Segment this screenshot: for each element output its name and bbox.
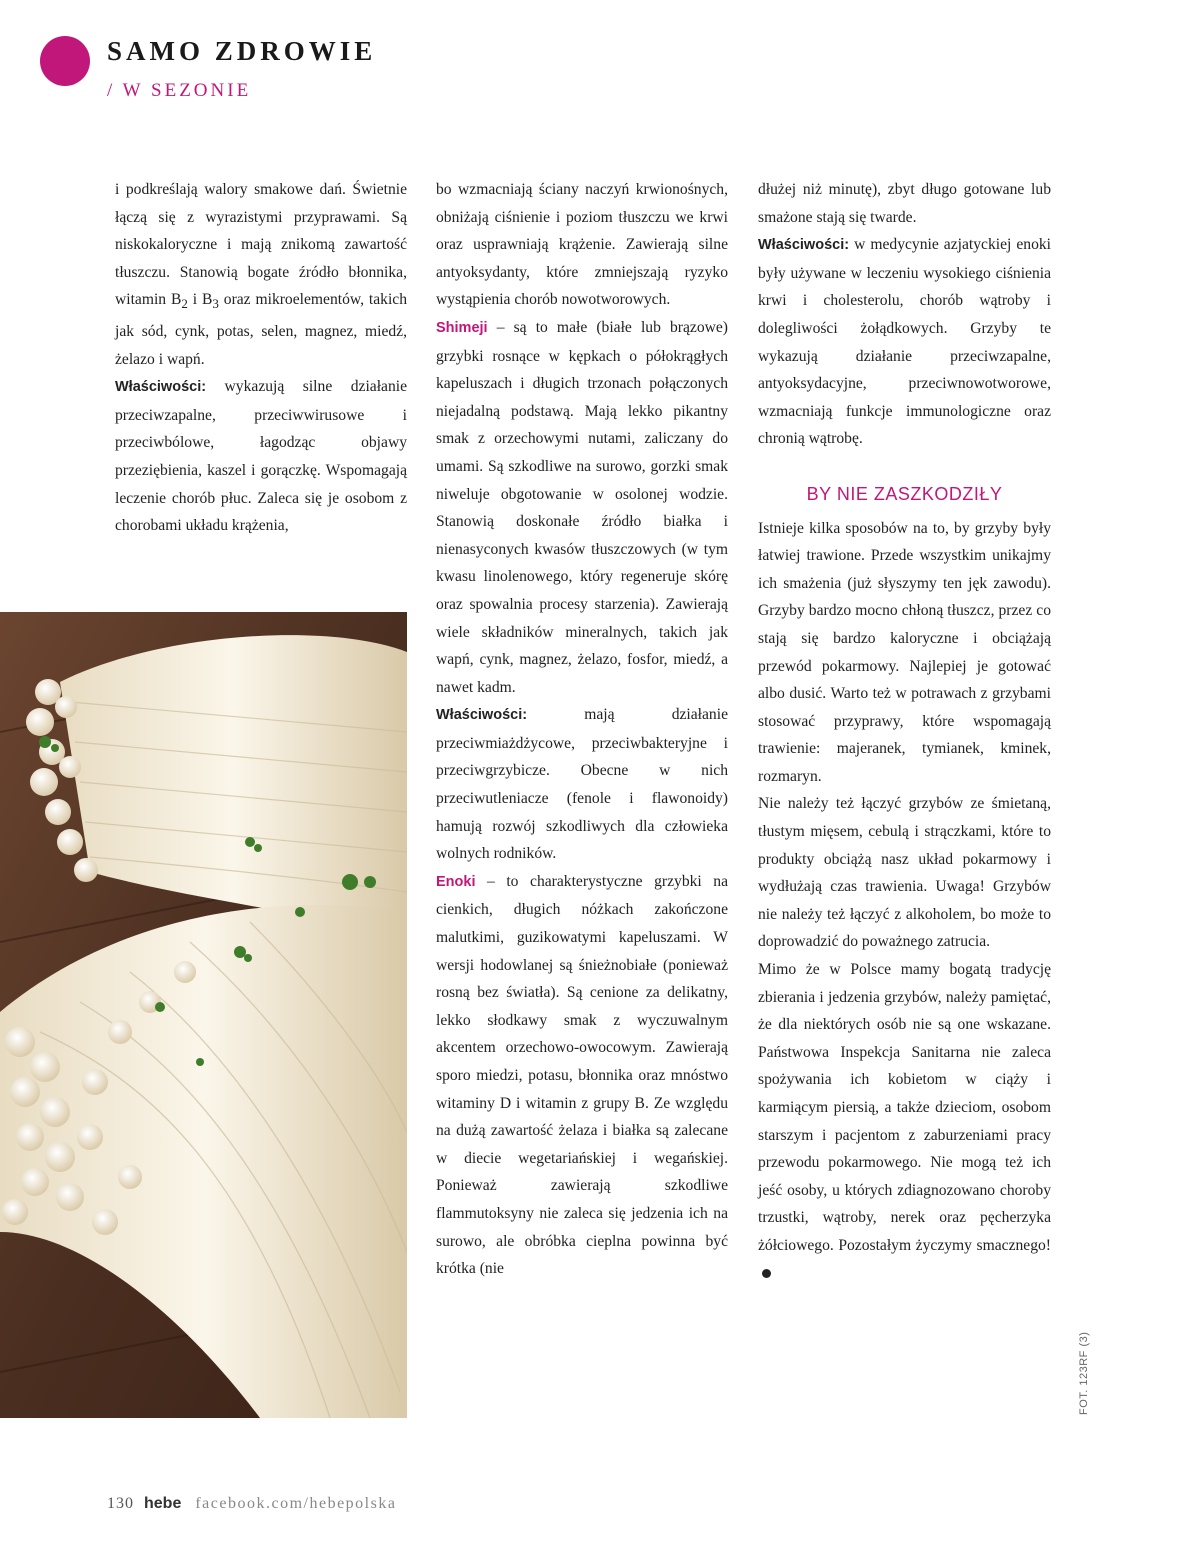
article-column-3 [758,176,1051,1287]
paragraph-lead: Właściwości: [115,379,207,396]
paragraph-lead: Właściwości: [758,237,850,254]
paragraph: Istnieje kilka sposobów na to, by grzyby były łatwiej trawione. Przede wszystkim unikajmy ich smażenia (już słyszymy ten jęk zawodu). Grzyby bardzo mocno chłoną tłuszcz, przez co stają się bardzo kaloryczne i obciążają przewód pokarmowy. Najlepiej je gotować albo dusić. Warto też w potrawach z grzybami stosować przyprawy, które wspomagają trawienie: majeranek, tymianek, kminek, rozmaryn. [758,519,1051,785]
mushroom-name-shimeji: Shimeji [436,319,488,336]
paragraph [115,176,407,373]
subscript: 3 [212,296,219,312]
paragraph-lead: Właściwości: [436,707,528,724]
article-column-2 [436,176,728,1283]
paragraph-text: i podkreślają walory smakowe dań. Świetnie łączą się z wyrazistymi przyprawami. Są niskokaloryczne i mają znikomą zawartość tłuszczu. Stanowią bogate źródło błonnika, witamin B [115,181,407,309]
brand-logo: hebe [144,1495,182,1512]
paragraph-text: Mimo że w Polsce mamy bogatą tradycję zbierania i jedzenia grzybów, należy pamiętać, że dla niektórych osób nie są one wskazane. Państwowa Inspekcja Sanitarna nie zaleca spożywania ich kobietom w ciąży i karmiącym piersią, a także dzieciom, osobom starszym i pacjentom z zaburzeniami pracy przewodu pokarmowego. Nie mogą też ich jeść osoby, u których zdiagnozowano choroby trzustki, wątroby, nerek oraz pęcherzyka żółciowego. Pozostałym życzymy smacznego! [758,961,1051,1254]
facebook-link[interactable]: facebook.com/hebepolska [195,1495,397,1512]
section-title: SAMO ZDROWIE [107,36,377,66]
photo-credit: FOT. 123RF (3) [1078,1331,1090,1415]
mushroom-name-enoki: Enoki [436,873,476,890]
paragraph: dłużej niż minutę), zbyt długo gotowane lub smażone stają się twarde. [758,181,1051,226]
paragraph [436,868,728,1283]
paragraph-text: – są to małe (białe lub brązowe) grzybki rosnące w kępkach o półokrągłych kapeluszach i długich trzonach połączonych niejadalną podstawą. Mają lekko pikantny smak z orzechowymi nutami, zaliczany do umami. Są szkodliwe na surowo, gorzki smak niweluje obgotowanie w osolonej wodzie. Stanowią doskonałe źródło białka i nienasyconych kwasów tłuszczowych (w tym kwasu linolenowego, który regeneruje skórę oraz spowalnia procesy starzenia). Zawierają wiele składników mineralnych, takich jak wapń, cynk, magnez, żelazo, fosfor, miedź, a nawet kadm. [436,318,728,696]
section-subtitle: / W SEZONIE [107,80,252,101]
paragraph: bo wzmacniają ściany naczyń krwionośnych, obniżają ciśnienie i poziom tłuszczu we krwi oraz usprawniają krążenie. Zawierają silne antyoksydanty, które zmniejszają ryzyko wystąpienia chorób nowotworowych. [436,181,728,309]
paragraph-text: oraz mikroelementów, takich jak sód, cynk, potas, selen, magnez, miedź, żelazo i wapń. [115,291,408,368]
section-marker-circle [40,36,90,86]
paragraph-text: wykazują silne działanie przeciwzapalne, przeciwwirusowe i przeciwbólowe, łagodząc objawy przeziębienia, kaszel i gorączkę. Wspomagają leczenie chorób płuc. Zaleca się je osobom z chorobami układu krążenia, [115,378,407,535]
paragraph [436,314,728,701]
article-column-1 [115,176,407,540]
paragraph [758,231,1051,453]
paragraph [758,956,1051,1287]
paragraph-text: i B [187,291,213,309]
page-number: 130 [107,1495,134,1512]
paragraph: Nie należy też łączyć grzybów ze śmietaną, tłustym mięsem, cebulą i strączkami, które to produkty obciążą nasz układ pokarmowy i wydłużają czas trawienia. Uwaga! Grzybów nie należy też łączyć z alkoholem, bo może to doprowadzić do poważnego zatrucia. [758,795,1051,951]
page-footer [107,1495,396,1513]
paragraph-text: w medycynie azjatyckiej enoki były używane w leczeniu wysokiego ciśnienia krwi i cholesterolu, chorób wątroby i dolegliwości żołądkowych. Grzyby te wykazują działanie przeciwzapalne, antyoksydacyjne, przeciwnowotworowe, wzmacniają funkcje immunologiczne oraz chronią wątrobę. [758,236,1051,448]
end-mark-icon [762,1269,771,1278]
enoki-mushroom-photo [0,612,407,1418]
subscript: 2 [181,296,188,312]
paragraph-text: mają działanie przeciwmiażdżycowe, przeciwbakteryjne i przeciwgrzybicze. Obecne w nich przeciwutleniacze (fenole i flawonoidy) hamują rozwój szkodliwych dla człowieka wolnych rodników. [436,706,728,863]
paragraph [115,373,407,540]
paragraph [436,701,728,868]
subheading: BY NIE ZASZKODZIŁY [806,483,1003,504]
paragraph-text: – to charakterystyczne grzybki na cienkich, długich nóżkach zakończone malutkimi, guzikowatymi kapeluszami. W wersji hodowlanej są śnieżnobiałe (ponieważ rosną bez światła). Są cenione za delikatny, lekko słodkawy smak z wyczuwalnym akcentem orzechowo-owocowym. Zawierają sporo miedzi, potasu, błonnika oraz mnóstwo witaminy D i witamin z grupy B. Ze względu na dużą zawartość żelaza i białka są zalecane w diecie wegetariańskiej i wegańskiej. Ponieważ zawierają szkodliwe flammutoksyny nie zaleca się jedzenia ich na surowo, ale obróbka cieplna powinna być krótka (nie [436,872,728,1278]
